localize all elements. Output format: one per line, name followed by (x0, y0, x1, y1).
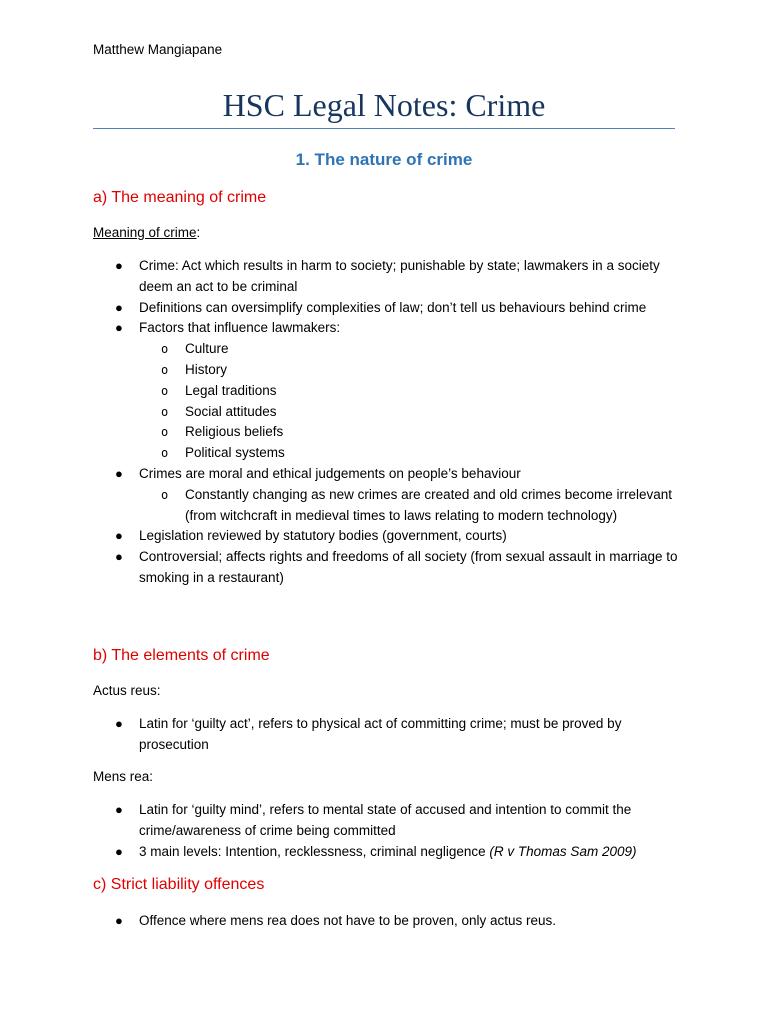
circle-bullet-icon: o (161, 487, 169, 502)
subheading-meaning-of-crime: a) The meaning of crime (93, 189, 267, 206)
sub-list-item-text: Legal traditions (185, 382, 277, 398)
list-item (93, 298, 683, 319)
subheading-elements-of-crime: b) The elements of crime (93, 647, 270, 664)
list-item-text: Legislation reviewed by statutory bodies (government, courts) (139, 528, 507, 544)
list-item-text: Latin for ‘guilty mind’, refers to mental state of accused and intention to commit the crime/awareness of crime being committed (139, 802, 632, 838)
list-item (93, 547, 683, 589)
sub-list-item-text: Social attitudes (185, 403, 277, 419)
circle-bullet-icon: o (161, 404, 169, 419)
list-item-text: Latin for ‘guilty act’, refers to physical act of committing crime; must be proved by prosecution (139, 716, 622, 752)
list-item (93, 464, 683, 526)
bullet-icon: ● (115, 299, 123, 315)
list-item (93, 714, 683, 756)
title-divider (93, 128, 675, 129)
sub-list-item (139, 339, 683, 360)
list-item (93, 911, 683, 932)
circle-bullet-icon: o (161, 425, 169, 440)
factors-sub-list (139, 339, 683, 464)
list-item-text: Offence where mens rea does not have to be proven, only actus reus. (139, 913, 556, 928)
bullet-icon: ● (115, 320, 123, 336)
list-item (93, 256, 683, 298)
page-title: HSC Legal Notes: Crime (222, 87, 546, 123)
sub-list-item-text: Religious beliefs (185, 424, 284, 440)
sub-list-item (139, 422, 683, 443)
bullet-icon: ● (115, 913, 123, 928)
label-mens-rea: Mens rea: (93, 769, 154, 784)
list-item (93, 842, 683, 863)
label-colon: : (196, 225, 201, 240)
moral-sub-list (139, 485, 683, 527)
list-item (93, 526, 683, 547)
actus-bullet-list (93, 714, 683, 756)
list-item-text: Definitions can oversimplify complexities of law; don’t tell us behaviours behind crime (139, 299, 647, 315)
mens-bullet-list (93, 800, 683, 862)
bullet-icon: ● (115, 465, 123, 481)
meaning-bullet-list (93, 256, 683, 589)
author-name: Matthew Mangiapane (93, 42, 223, 57)
list-item-text: Controversial; affects rights and freedoms of all society (from sexual assault in marriage to smoking in a restaurant) (139, 549, 678, 585)
sub-list-item-text: Political systems (185, 445, 285, 461)
circle-bullet-icon: o (161, 342, 169, 357)
case-citation: (R v Thomas Sam 2009) (489, 843, 637, 859)
list-item (93, 318, 683, 464)
sub-list-item-text: Culture (185, 341, 229, 357)
sub-list-item-text: Constantly changing as new crimes are created and old crimes become irrelevant (from witchcraft in medieval times to laws relating to modern technology) (185, 486, 672, 523)
circle-bullet-icon: o (161, 383, 169, 398)
bullet-icon: ● (115, 549, 123, 565)
bullet-icon: ● (115, 802, 123, 817)
bullet-icon: ● (115, 528, 123, 544)
label-actus-reus: Actus reus: (93, 683, 161, 698)
sub-list-item (139, 485, 683, 527)
strict-liability-bullet-list (93, 911, 683, 932)
list-item-text: 3 main levels: Intention, recklessness, criminal negligence (139, 843, 490, 859)
sub-list-item (139, 402, 683, 423)
sub-list-item (139, 360, 683, 381)
bullet-icon: ● (115, 258, 123, 273)
circle-bullet-icon: o (161, 446, 169, 461)
sub-list-item-text: History (185, 361, 228, 377)
sub-list-item (139, 443, 683, 464)
section-heading: 1. The nature of crime (295, 150, 473, 169)
sub-list-item (139, 381, 683, 402)
list-item-text: Factors that influence lawmakers: (139, 320, 341, 336)
list-item (93, 800, 683, 842)
bullet-icon: ● (115, 843, 123, 859)
list-item-text: Crimes are moral and ethical judgements on people’s behaviour (139, 465, 521, 481)
list-item-text: Crime: Act which results in harm to society; punishable by state; lawmakers in a society deem an act to be criminal (139, 258, 660, 294)
circle-bullet-icon: o (161, 362, 169, 377)
bullet-icon: ● (115, 716, 123, 731)
label-meaning-text: Meaning of crime (93, 225, 197, 240)
subheading-strict-liability: c) Strict liability offences (93, 876, 265, 893)
label-meaning-of-crime (93, 225, 200, 240)
